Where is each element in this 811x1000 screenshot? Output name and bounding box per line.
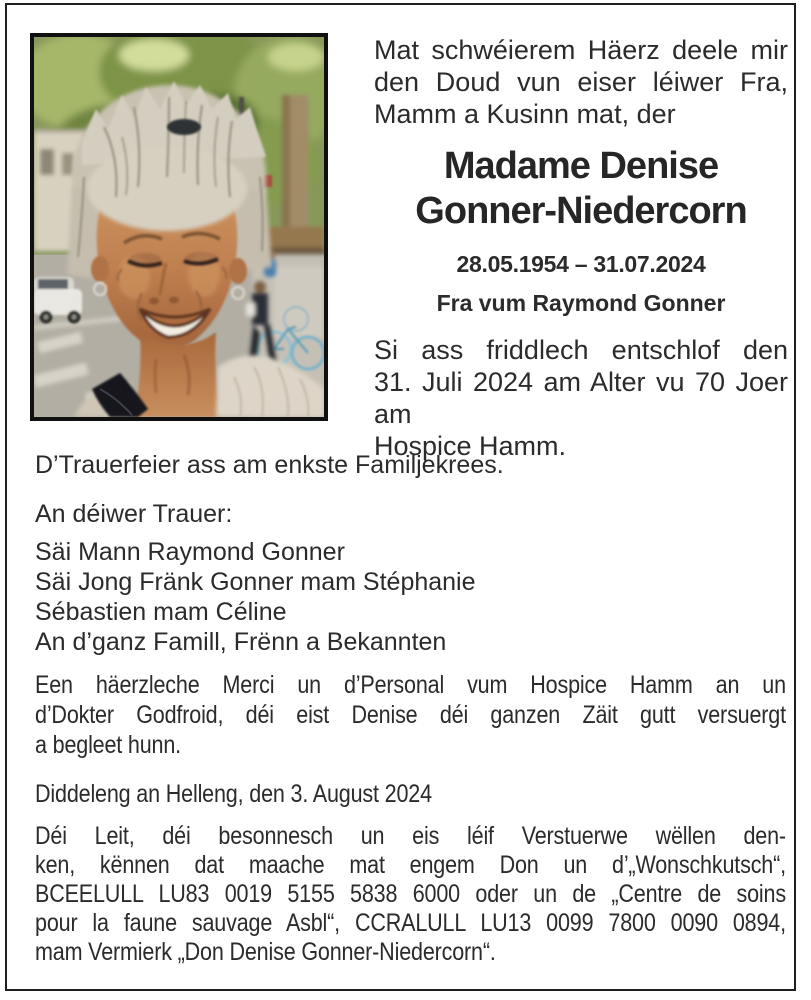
thanks-paragraph (35, 670, 786, 760)
donation-line: Déi Leit, déi besonnesch un eis léif Verstuerwe wëllen den- (35, 822, 786, 850)
intro-line: Mamm a Kusinn mat, der (374, 99, 676, 129)
deceased-name-line2: Gonner-Niedercorn (415, 190, 747, 232)
mourner-line: Säi Mann Raymond Gonner (35, 538, 345, 566)
donation-line: mam Vermierk „Don Denise Gonner-Niedercorn“. (35, 938, 496, 966)
donation-line: BCEELULL LU83 0019 5155 5838 6000 oder un de „Centre de soins (35, 880, 786, 908)
place-date-text: Diddeleng an Helleng, den 3. August 2024 (35, 780, 432, 808)
deceased-name-title (374, 144, 788, 234)
sunglasses-on-head (167, 119, 201, 135)
ceremony-note: D’Trauerfeier ass am enkste Familjekrees. (35, 451, 504, 479)
mourning-header: An déiwer Trauer: (35, 500, 233, 528)
place-date-line (35, 779, 786, 809)
passing-line: 31. Juli 2024 am Alter vu 70 Joer am (374, 367, 788, 429)
intro-line: den Doud vun eiser léiwer Fra, (374, 67, 788, 97)
mourners-list (35, 537, 786, 657)
passing-line: Hospice Hamm. (374, 431, 567, 461)
mourner-line: Sébastien mam Céline (35, 598, 287, 626)
life-dates: 28.05.1954 – 31.07.2024 (456, 251, 706, 277)
donation-line: ken, kënnen dat maache mat engem Don un d’„Wonschkutsch“, (35, 851, 786, 879)
donation-line: pour la faune sauvage Asbl“, CCRALULL LU13 0099 7800 0090 0894, (35, 909, 786, 937)
relation-line: Fra vum Raymond Gonner (436, 290, 726, 316)
thanks-line: Een häerzleche Merci un d’Personal vum Hospice Hamm an un (35, 671, 786, 699)
portrait-photo-frame (30, 33, 328, 421)
intro-line: Mat schwéierem Häerz deele mir (374, 35, 788, 65)
intro-paragraph (374, 34, 788, 130)
thanks-line: d’Dokter Godfroid, déi eist Denise déi ganzen Zäit gutt versuergt (35, 701, 786, 729)
donation-paragraph (35, 822, 786, 967)
thanks-line: a begleet hunn. (35, 731, 182, 759)
mourner-line: An d’ganz Famill, Frënn a Bekannten (35, 628, 447, 656)
passing-paragraph (374, 334, 788, 462)
portrait-photo (34, 37, 324, 417)
deceased-name-line1: Madame Denise (443, 145, 719, 187)
mourner-line: Säi Jong Fränk Gonner mam Stéphanie (35, 568, 476, 596)
passing-line: Si ass friddlech entschlof den (374, 335, 788, 365)
